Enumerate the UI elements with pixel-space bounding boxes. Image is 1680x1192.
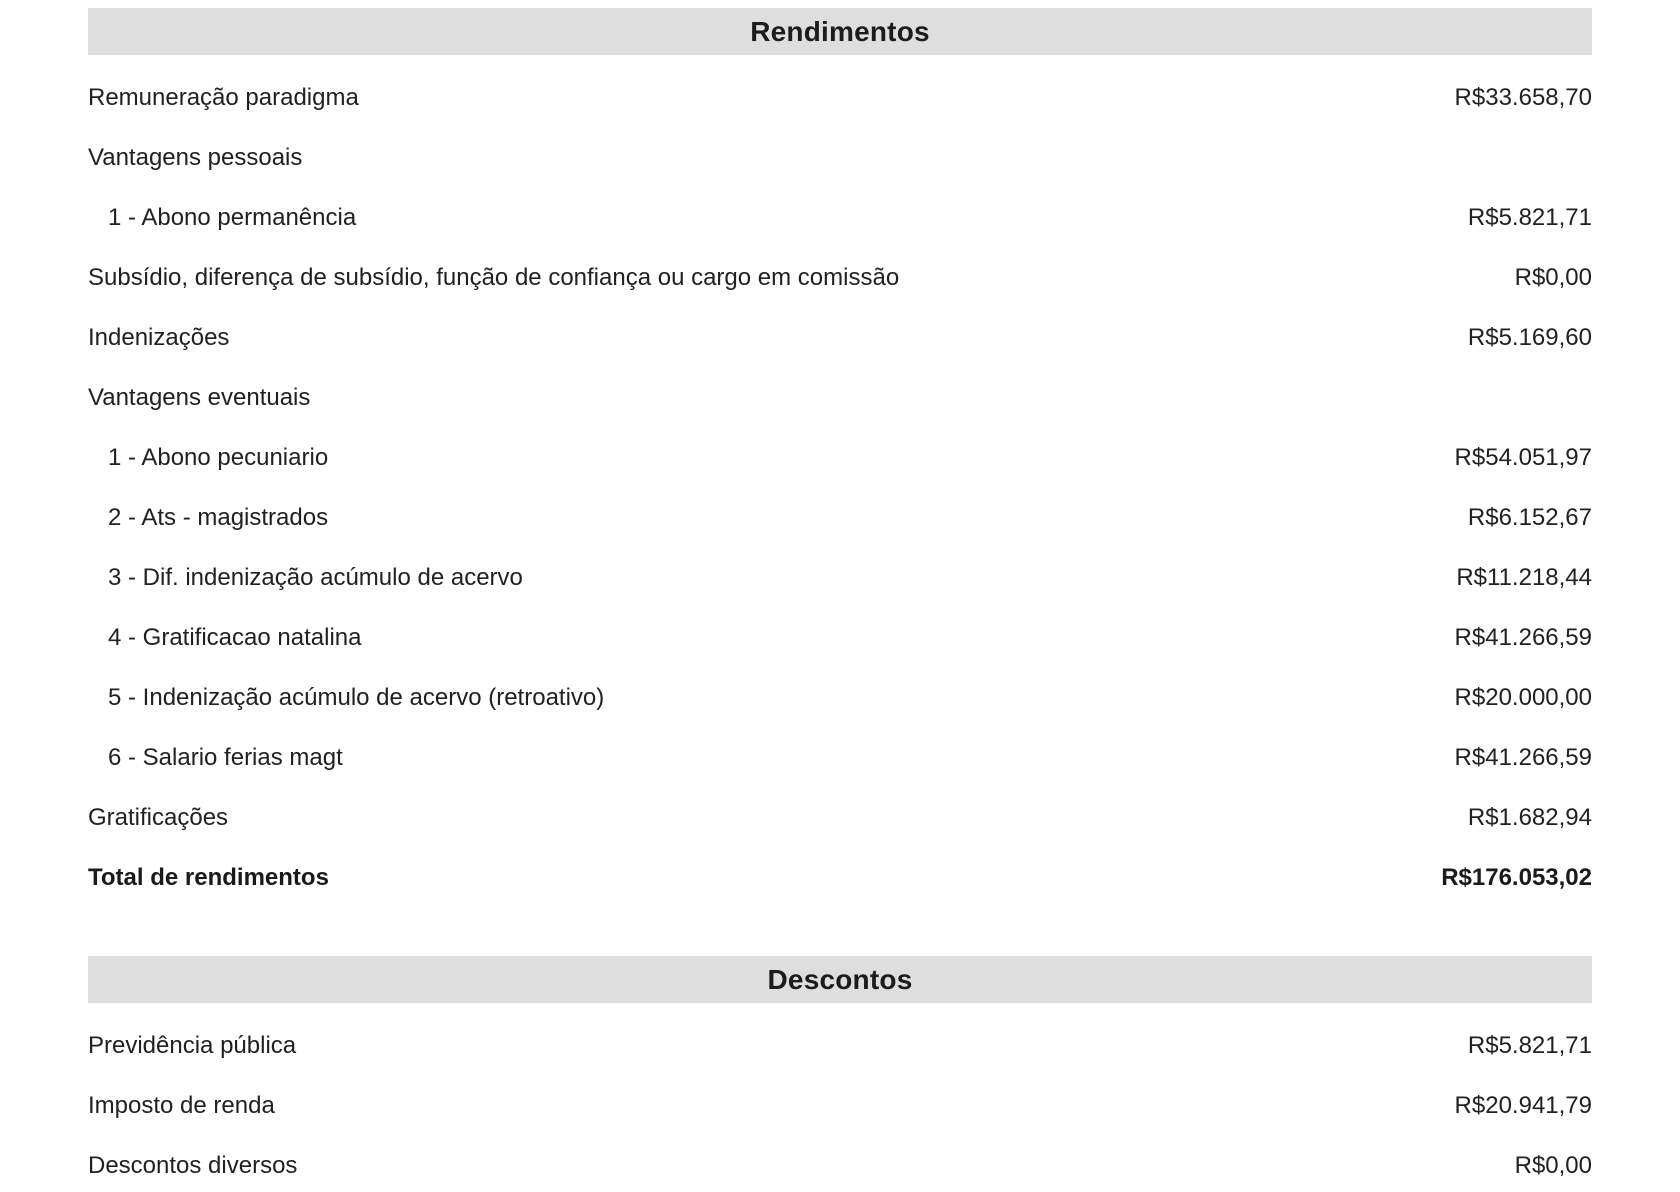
section-header-rendimentos: Rendimentos bbox=[88, 8, 1592, 55]
table-row bbox=[88, 308, 1592, 368]
statement-section bbox=[88, 8, 1592, 908]
row-label: Previdência pública bbox=[88, 1032, 297, 1059]
row-value: R$6.152,67 bbox=[1467, 504, 1592, 531]
table-row bbox=[88, 128, 1592, 188]
table-row bbox=[88, 488, 1592, 548]
row-label: Subsídio, diferença de subsídio, função de confiança ou cargo em comissão bbox=[88, 264, 900, 291]
section-header-descontos: Descontos bbox=[88, 956, 1592, 1003]
row-label: Vantagens pessoais bbox=[88, 144, 303, 171]
statement-section bbox=[88, 956, 1592, 1192]
row-value: R$0,00 bbox=[1514, 1152, 1592, 1179]
table-row bbox=[88, 428, 1592, 488]
table-row bbox=[88, 68, 1592, 128]
row-value: R$54.051,97 bbox=[1454, 444, 1592, 471]
row-value: R$176.053,02 bbox=[1441, 864, 1592, 891]
table-row bbox=[88, 728, 1592, 788]
table-row bbox=[88, 788, 1592, 848]
table-row bbox=[88, 1016, 1592, 1076]
row-value: R$20.000,00 bbox=[1454, 684, 1592, 711]
row-label: 5 - Indenização acúmulo de acervo (retroativo) bbox=[108, 684, 605, 711]
row-label: Remuneração paradigma bbox=[88, 84, 359, 111]
section-rows bbox=[88, 68, 1592, 908]
row-value: R$41.266,59 bbox=[1454, 624, 1592, 651]
row-label: 1 - Abono permanência bbox=[108, 204, 357, 231]
row-value: R$5.821,71 bbox=[1467, 1032, 1592, 1059]
row-value: R$1.682,94 bbox=[1467, 804, 1592, 831]
row-label: 1 - Abono pecuniario bbox=[108, 444, 329, 471]
row-label: 6 - Salario ferias magt bbox=[108, 744, 343, 771]
row-value: R$11.218,44 bbox=[1456, 564, 1592, 591]
table-row bbox=[88, 368, 1592, 428]
table-row bbox=[88, 248, 1592, 308]
row-label: Total de rendimentos bbox=[88, 864, 329, 891]
sections-root bbox=[0, 8, 1680, 1192]
table-row bbox=[88, 668, 1592, 728]
row-label: 4 - Gratificacao natalina bbox=[108, 624, 362, 651]
table-row bbox=[88, 548, 1592, 608]
row-label: Imposto de renda bbox=[88, 1092, 275, 1119]
row-value: R$33.658,70 bbox=[1454, 84, 1592, 111]
table-row bbox=[88, 188, 1592, 248]
row-value: R$5.169,60 bbox=[1467, 324, 1592, 351]
row-label: 3 - Dif. indenização acúmulo de acervo bbox=[108, 564, 523, 591]
table-row bbox=[88, 1076, 1592, 1136]
row-label: Indenizações bbox=[88, 324, 230, 351]
row-value: R$41.266,59 bbox=[1454, 744, 1592, 771]
section-rows bbox=[88, 1016, 1592, 1192]
row-value: R$20.941,79 bbox=[1454, 1092, 1592, 1119]
table-row bbox=[88, 848, 1592, 908]
table-row bbox=[88, 608, 1592, 668]
row-label: Descontos diversos bbox=[88, 1152, 298, 1179]
row-label: Vantagens eventuais bbox=[88, 384, 311, 411]
row-label: Gratificações bbox=[88, 804, 229, 831]
table-row bbox=[88, 1136, 1592, 1192]
row-value: R$5.821,71 bbox=[1467, 204, 1592, 231]
row-label: 2 - Ats - magistrados bbox=[108, 504, 329, 531]
row-value: R$0,00 bbox=[1514, 264, 1592, 291]
